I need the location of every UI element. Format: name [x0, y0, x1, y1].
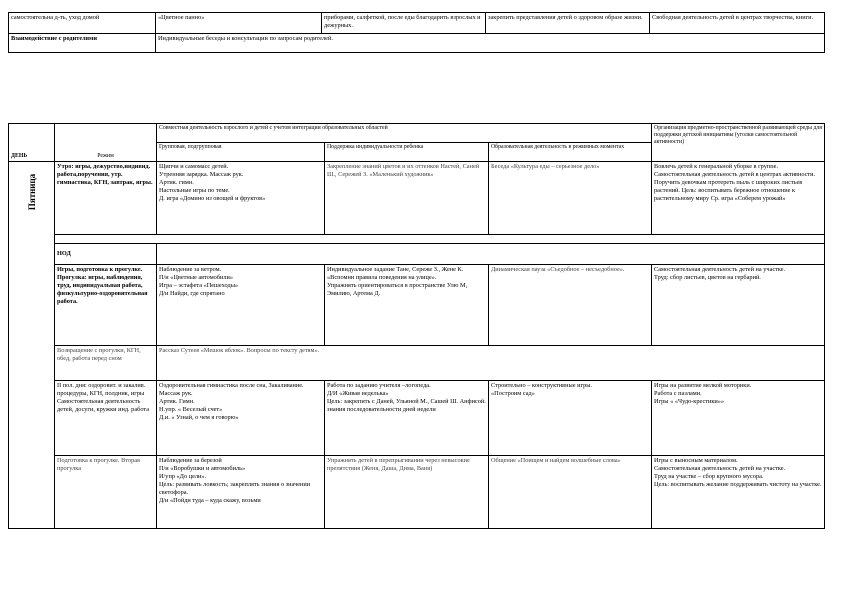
environment-cell: Самостоятельная деятельность детей на участке. Труд: сбор листьев, цветов на гербарий.: [652, 265, 825, 346]
regime-cell: Утро: игры, дежурство,индивид. работа,поручения, утр. гимнастика, КГН, завтрак, игры.: [55, 162, 157, 235]
regime-cell: Возвращение с прогулки, КГН, обед, работа перед сном: [55, 346, 157, 381]
table-row: [9, 244, 825, 265]
regime-cell: Игры, подготовка к прогулке. Прогулка: игры, наблюдения, труд, индивидуальная работа, физкультурно-оздоровительная работа.: [55, 265, 157, 346]
group-cell: Наблюдение за ветром. П/и «Цветные автомобили» Игра – эстафета «Пешеходы» Д/и Найди, где спрятано: [157, 265, 325, 346]
moments-cell: Беседа «Культура еды – серьезное дело»: [489, 162, 652, 235]
previous-day-table: [8, 12, 825, 53]
group-cell: Наблюдение за березой П/и «Воробушки и автомобиль» И/упр «До цели». Цель: развивать ловкость; закреплять знания о значении светофора. Д/и «Пойди туда – куда скажу, возьми: [157, 456, 325, 529]
environment-cell: Свободная деятельность детей в центрах творчества, книги.: [650, 13, 825, 34]
table-row: [9, 34, 825, 53]
day-name-cell: [9, 162, 55, 529]
day-plan-table: [8, 123, 825, 529]
regime-cell: II пол. дня: оздоровит. и закалив. процедуры, КГН, полдник, игры Самостоятельная деятельность детей, досуги, кружки инд. работа: [55, 381, 157, 456]
individual-cell: Индивидуальное задание Тане, Сереже З., Жене К. «Вспомни правила поведения на улице». Упражнять ориентироваться в пространстве Улю М, Эмилию, Артема Д.: [325, 265, 489, 346]
individual-cell: приборами, салфеткой, после еды благодарить взрослых и дежурных.: [322, 13, 486, 34]
group-cell: Оздоровительная гимнастика после сна, Закаливание. Массаж рук. Артик. Гимн. Н.упр. « Веселый счет» Д.и. « Узнай, о чем я говорю»: [157, 381, 325, 456]
table-row: [9, 162, 825, 235]
table-row: [9, 265, 825, 346]
nod-label: НОД: [55, 244, 157, 265]
nod-content: [157, 244, 825, 265]
moments-cell: Строительно – конструктивные игры. «Построим сад»: [489, 381, 652, 456]
day-name: Пятница: [26, 173, 37, 211]
moments-cell: Динамическая пауза «Съедобное – несъедобное».: [489, 265, 652, 346]
table-row: [9, 381, 825, 456]
regime-header: Режим: [55, 124, 157, 162]
moments-cell: закрепить представления детей о здоровом образе жизни.: [486, 13, 650, 34]
parents-label: Взаимодействие с родителями: [9, 34, 156, 53]
environment-cell: Игры с выносным материалом. Самостоятельная деятельность детей на участке. Труд на участке – сбор крупного мусора. Цель: воспитывать желание поддерживать чистоту на участке.: [652, 456, 825, 529]
individual-cell: Закрепление знаний цветов и их оттенков Настей, Саней Ш., Сережей З. «Маленький художник»: [325, 162, 489, 235]
table-row: [9, 456, 825, 529]
group-header: Групповая, подгрупповая: [157, 143, 325, 162]
day-header: ДЕНЬ: [9, 124, 55, 162]
group-cell: «Цветное панно»: [156, 13, 322, 34]
individual-cell: Упражнять детей в перепрыгивании через невысокие препятствия (Женя, Даша, Дима, Ваня): [325, 456, 489, 529]
regime-cell: самостоятельна д-ть, уход домой: [9, 13, 156, 34]
return-activity-cell: Рассказ Сутеев «Мешок яблок». Вопросы по тексту детям».: [157, 346, 825, 381]
individual-header: Поддержка индивидуальности ребенка: [325, 143, 489, 162]
separator-row: [9, 235, 825, 244]
header-row: [9, 124, 825, 143]
group-cell: Щипчи и самомасс детей. Утренняя зарядка. Массаж рук. Артик. гимн. Настольные игры по теме. Д. игра «Домино из овощей и фруктов»: [157, 162, 325, 235]
environment-header: Организация предметно-пространственной развивающей среды для поддержки детской инициативы (уголки самостоятельной активности): [652, 124, 825, 162]
regime-cell: Подготовка к прогулке. Вторая прогулка: [55, 456, 157, 529]
environment-cell: Игры на развитие мелкой моторики. Работа с пазлами. Игры « «Чудо-крестики»»: [652, 381, 825, 456]
table-row: [9, 13, 825, 34]
environment-cell: Вовлечь детей к генеральной уборке в группе. Самостоятельная деятельность детей в центрах активности. Поручить девочкам протереть пыль с широких листьев растений. Цель: воспитывать бережное отношение к растительному миру Ср. игра «Соберем урожай»: [652, 162, 825, 235]
table-row: [9, 346, 825, 381]
moments-header: Образовательная деятельность в режимных моментах: [489, 143, 652, 162]
moments-cell: Общение «Поищем и найдем волшебные слова»: [489, 456, 652, 529]
joint-activity-header: Совместная деятельность взрослого и детей с учетом интеграции образовательных областей: [157, 124, 652, 143]
individual-cell: Работа по заданию учителя –логопеда. Д/И «Живая неделька» Цель: закрепить с Даней, Ульяной М., Сашей Ш. Анфисой. знания последовательности дней недели: [325, 381, 489, 456]
parents-text: Индивидуальные беседы и консультации по запросам родителей.: [156, 34, 825, 53]
